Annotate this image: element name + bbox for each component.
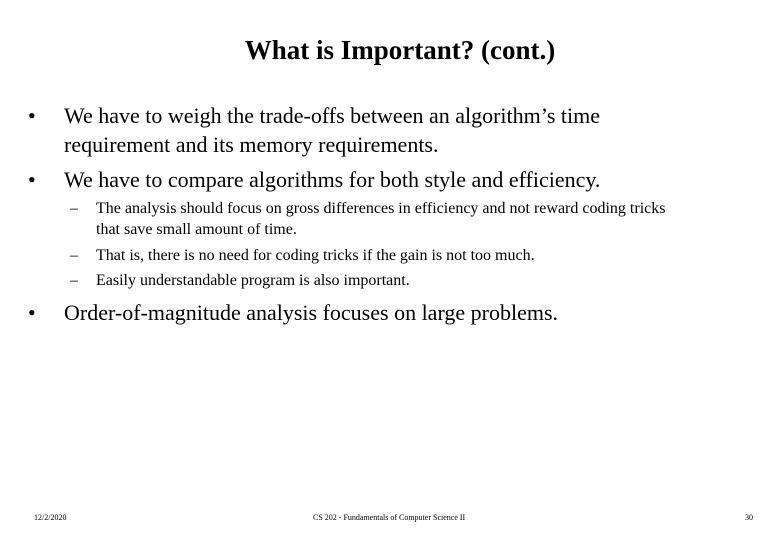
footer-date: 12/2/2020 — [34, 513, 67, 522]
footer-course: CS 202 - Fundamentals of Computer Science II — [313, 513, 466, 522]
sub-bullet-3-line-1: Easily understandable program is also important. — [96, 272, 410, 289]
sub-bullet-marker: – — [70, 272, 78, 289]
sub-bullet-marker: – — [70, 247, 78, 264]
bullet-1-line-2: requirement and its memory requirements. — [64, 132, 439, 157]
bullet-marker: • — [28, 103, 36, 128]
bullet-3-line-1: Order-of-magnitude analysis focuses on large problems. — [64, 300, 559, 325]
slide-title: What is Important? (cont.) — [244, 35, 556, 65]
sub-bullet-marker: – — [70, 200, 78, 217]
bullet-1-line-1: We have to weigh the trade-offs between an algorithm’s time — [64, 103, 601, 128]
bullet-2-line-1: We have to compare algorithms for both style and efficiency. — [64, 167, 601, 192]
bullet-marker: • — [28, 300, 36, 325]
sub-bullet-1-line-1: The analysis should focus on gross differences in efficiency and not reward coding tricks — [96, 200, 666, 217]
sub-bullet-1-line-2: that save small amount of time. — [96, 221, 297, 238]
bullet-marker: • — [28, 167, 36, 192]
sub-bullet-2-line-1: That is, there is no need for coding tricks if the gain is not too much. — [96, 247, 535, 264]
footer-page-number: 30 — [745, 513, 753, 522]
